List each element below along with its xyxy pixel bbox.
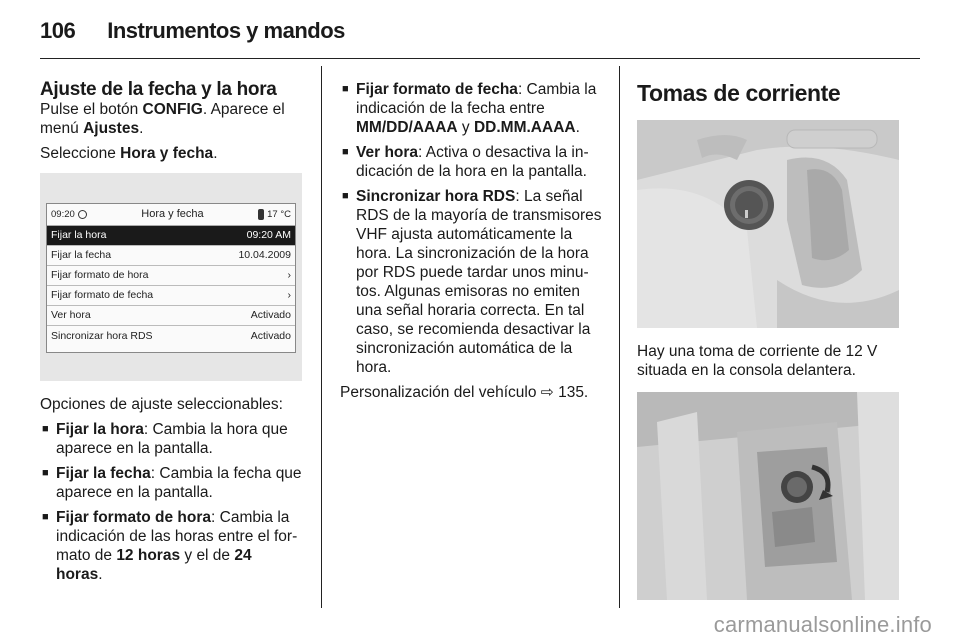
chevron-right-icon: › [287, 269, 291, 281]
display-time: 09:20 [51, 209, 75, 220]
list-item: ■ Sincronizar hora RDS: La señal RDS de la mayoría de transmisores VHF ajusta automáticamente la hora. La sincronización de la hora por RDS puede tardar unos minutos. Algunas emisoras no emiten una señal horaria correcta. En tal caso, se recomienda desactivar la sincronización automática de la hora. [340, 187, 606, 377]
menu-row-set-time: Fijar la hora 09:20 AM [47, 226, 295, 246]
list-item: ■ Fijar formato de fecha: Cambia la indicación de la fecha entre MM/DD/AAAA y DD.MM.AAAA. [340, 80, 606, 137]
column-divider-1 [321, 66, 322, 608]
menu-row-rds-sync: Sincronizar hora RDS Activado [51, 329, 291, 342]
display-screen [46, 203, 296, 353]
display-temperature: 17 °C [267, 209, 291, 220]
display-status-bar [47, 204, 295, 226]
page-header [40, 18, 345, 48]
clock-icon [78, 210, 87, 219]
list-item: ■ Fijar formato de hora: Cambia la indicación de las horas entre el formato de 12 horas y el de 24 horas. [40, 508, 302, 584]
column-2 [340, 80, 606, 402]
column-3 [637, 80, 902, 600]
list-item: ■ Fijar la hora: Cambia la hora que aparece en la pantalla. [40, 420, 302, 458]
paragraph-select: Seleccione Hora y fecha. [40, 145, 218, 162]
thermometer-icon [258, 209, 264, 220]
header-rule [40, 58, 920, 59]
power-outlet-detail-photo [637, 392, 899, 600]
section-title-power-outlets: Tomas de corriente [637, 80, 841, 106]
menu-row-set-date: Fijar la fecha 10.04.2009 [47, 246, 295, 266]
watermark: carmanualsonline.info [713, 612, 932, 637]
menu-row-time-format: Fijar formato de hora › [47, 266, 295, 286]
options-list [40, 420, 302, 584]
display-screenshot [40, 173, 302, 381]
power-outlet-description: Hay una toma de corriente de 12 V situada en la consola delantera. [637, 343, 878, 379]
chapter-title: Instrumentos y mandos [107, 18, 345, 43]
chevron-right-icon: › [287, 289, 291, 301]
paragraph-config: Pulse el botón CONFIG. Aparece el menú Ajustes. [40, 101, 285, 137]
menu-row-date-format: Fijar formato de fecha › [47, 286, 295, 306]
power-outlet-photo [637, 120, 899, 328]
options-intro: Opciones de ajuste seleccionables: [40, 396, 283, 413]
column-1 [40, 80, 302, 590]
cross-reference: Personalización del vehículo ⇨ 135. [340, 384, 589, 401]
menu-row-show-time: Ver hora Activado [47, 306, 295, 326]
list-item: ■ Fijar la fecha: Cambia la fecha que aparece en la pantalla. [40, 464, 302, 502]
section-title-date-time: Ajuste de la fecha y la hora [40, 79, 277, 100]
display-title: Hora y fecha [141, 208, 204, 220]
column-divider-2 [619, 66, 620, 608]
page-number: 106 [40, 18, 76, 43]
options-list-continued [340, 80, 606, 377]
arrow-right-icon: ⇨ [540, 384, 554, 401]
list-item: ■ Ver hora: Activa o desactiva la indicación de la hora en la pantalla. [340, 143, 606, 181]
